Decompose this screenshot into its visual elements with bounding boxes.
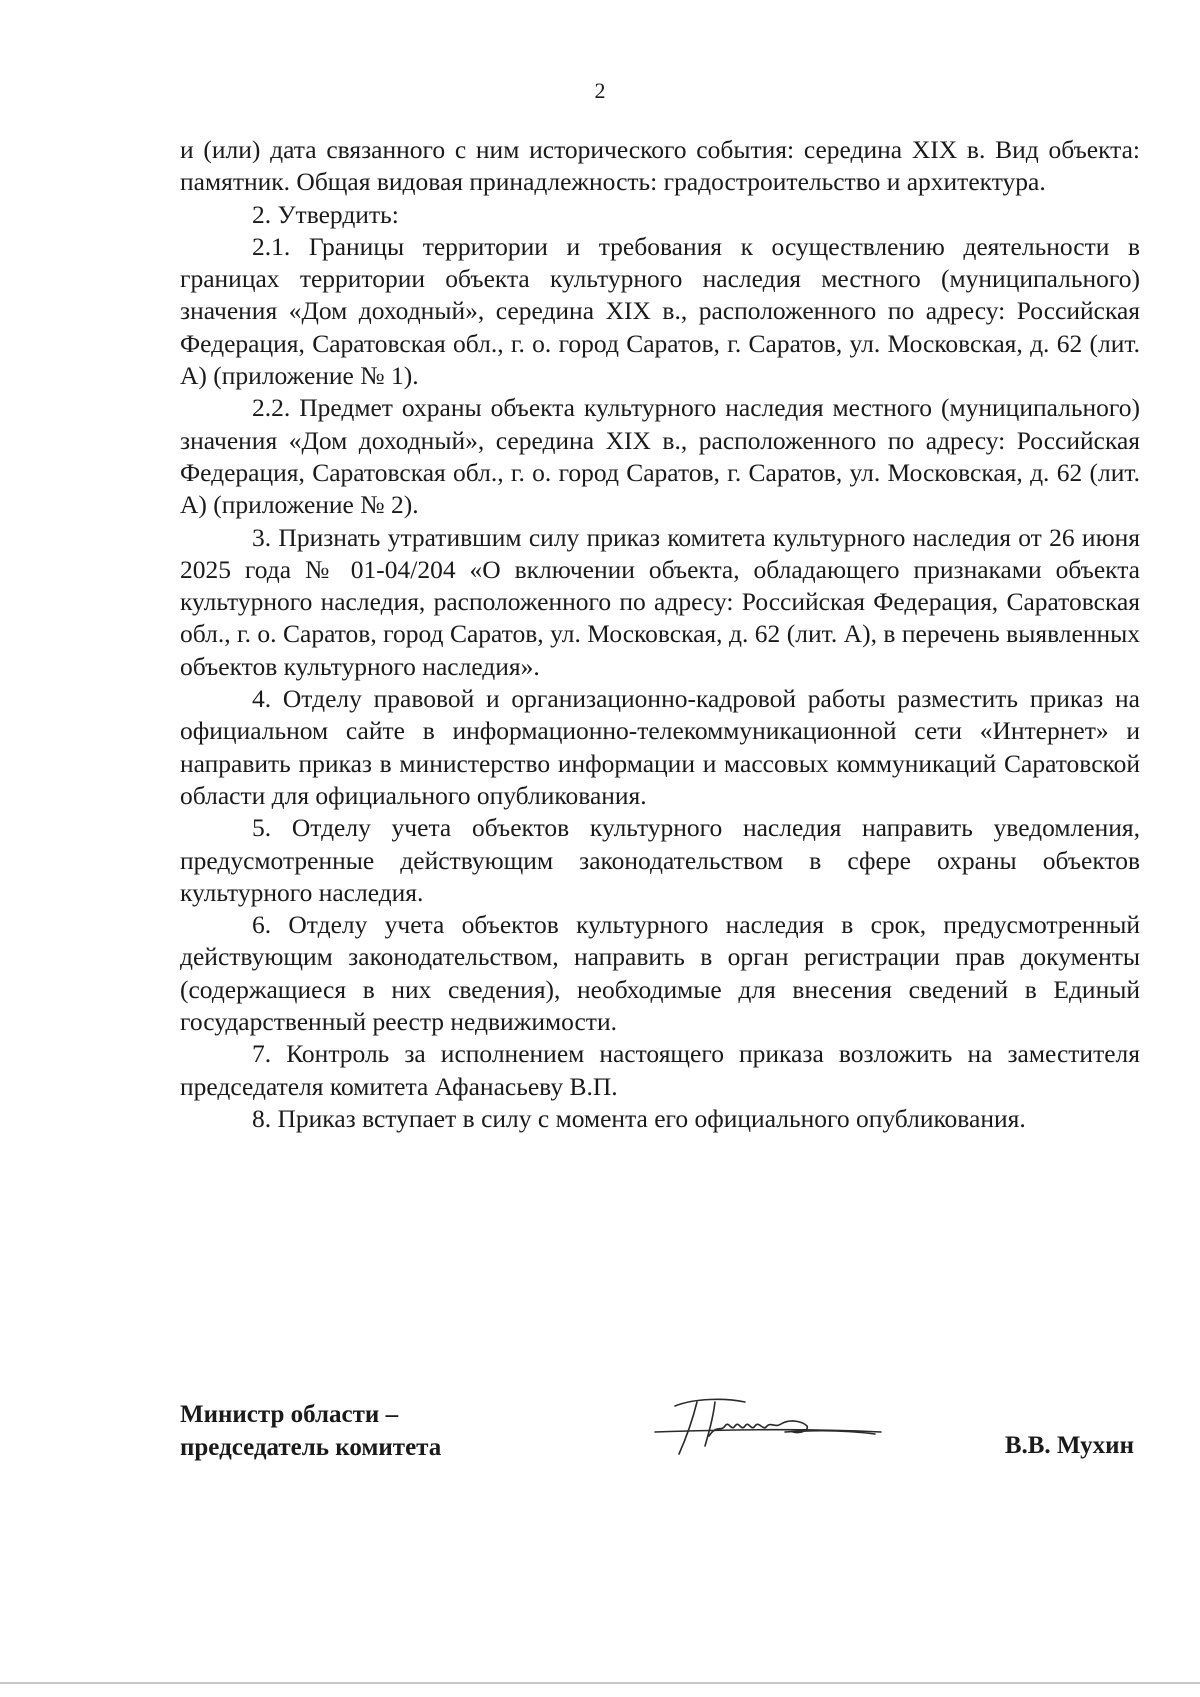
- signatory-position-line-1: Министр области –: [180, 1401, 399, 1428]
- paragraph-item-3: 3. Признать утратившим силу приказ комитета культурного наследия от 26 июня 2025 года № 01-04/204 «О включении объекта, обладающего признаками объекта культурного наследия, расположенного по адресу: Российская Федерация, Саратовская обл., г. о. Саратов, город Саратов, ул. Московская, д. 62 (лит. А), в перечень выявленных объектов культурного наследия».: [180, 522, 1140, 681]
- paragraph-item-2-1: 2.1. Границы территории и требования к осуществлению деятельности в границах территории объекта культурного наследия местного (муниципального) значения «Дом доходный», середина XIX в., расположенного по адресу: Российская Федерация, Саратовская обл., г. о. город Саратов, г. Саратов, ул. Московская, д. 62 (лит. А) (приложение № 1).: [180, 231, 1140, 391]
- paragraph-item-5: 5. Отделу учета объектов культурного наследия направить уведомления, предусмотренные действующим законодательством в сфере охраны объектов культурного наследия.: [180, 813, 1140, 907]
- paragraph-item-4: 4. Отделу правовой и организационно-кадровой работы разместить приказ на официальном сайте в информационно-телекоммуникационной сети «Интернет» и направить приказ в министерство информации и массовых коммуникаций Саратовской области для официального опубликования.: [180, 684, 1140, 810]
- paragraph-item-2: 2. Утвердить:: [252, 199, 399, 229]
- paragraph-item-7: 7. Контроль за исполнением настоящего приказа возложить на заместителя председателя комитета Афанасьеву В.П.: [180, 1039, 1140, 1101]
- paragraph-continuation: и (или) дата связанного с ним исторического события: середина XIX в. Вид объекта: памятник. Общая видовая принадлежность: градостроительство и архитектура.: [180, 135, 1140, 197]
- handwritten-signature-icon: [635, 1392, 905, 1462]
- paragraph-item-2-2: 2.2. Предмет охраны объекта культурного наследия местного (муниципального) значения «Дом доходный», середина XIX в., расположенного по адресу: Российская Федерация, Саратовская обл., г. о. город Саратов, г. Саратов, ул. Московская, д. 62 (лит. А) (приложение № 2).: [180, 393, 1140, 520]
- signatory-position-line-2: председатель комитета: [180, 1434, 442, 1461]
- page-number: 2: [594, 78, 606, 103]
- signatory-position: [180, 1398, 441, 1464]
- signature-block: [180, 1398, 1140, 1478]
- scan-edge-divider: [0, 1682, 1200, 1684]
- paragraph-item-6: 6. Отделу учета объектов культурного наследия в срок, предусмотренный действующим законодательством, направить в орган регистрации прав документы (содержащиеся в них сведения), необходимые для внесения сведений в Единый государственный реестр недвижимости.: [180, 910, 1140, 1037]
- paragraph-item-8: 8. Приказ вступает в силу с момента его официального опубликования.: [252, 1103, 1026, 1133]
- signatory-name: В.В. Мухин: [1004, 1432, 1134, 1459]
- document-body: [180, 134, 1140, 1135]
